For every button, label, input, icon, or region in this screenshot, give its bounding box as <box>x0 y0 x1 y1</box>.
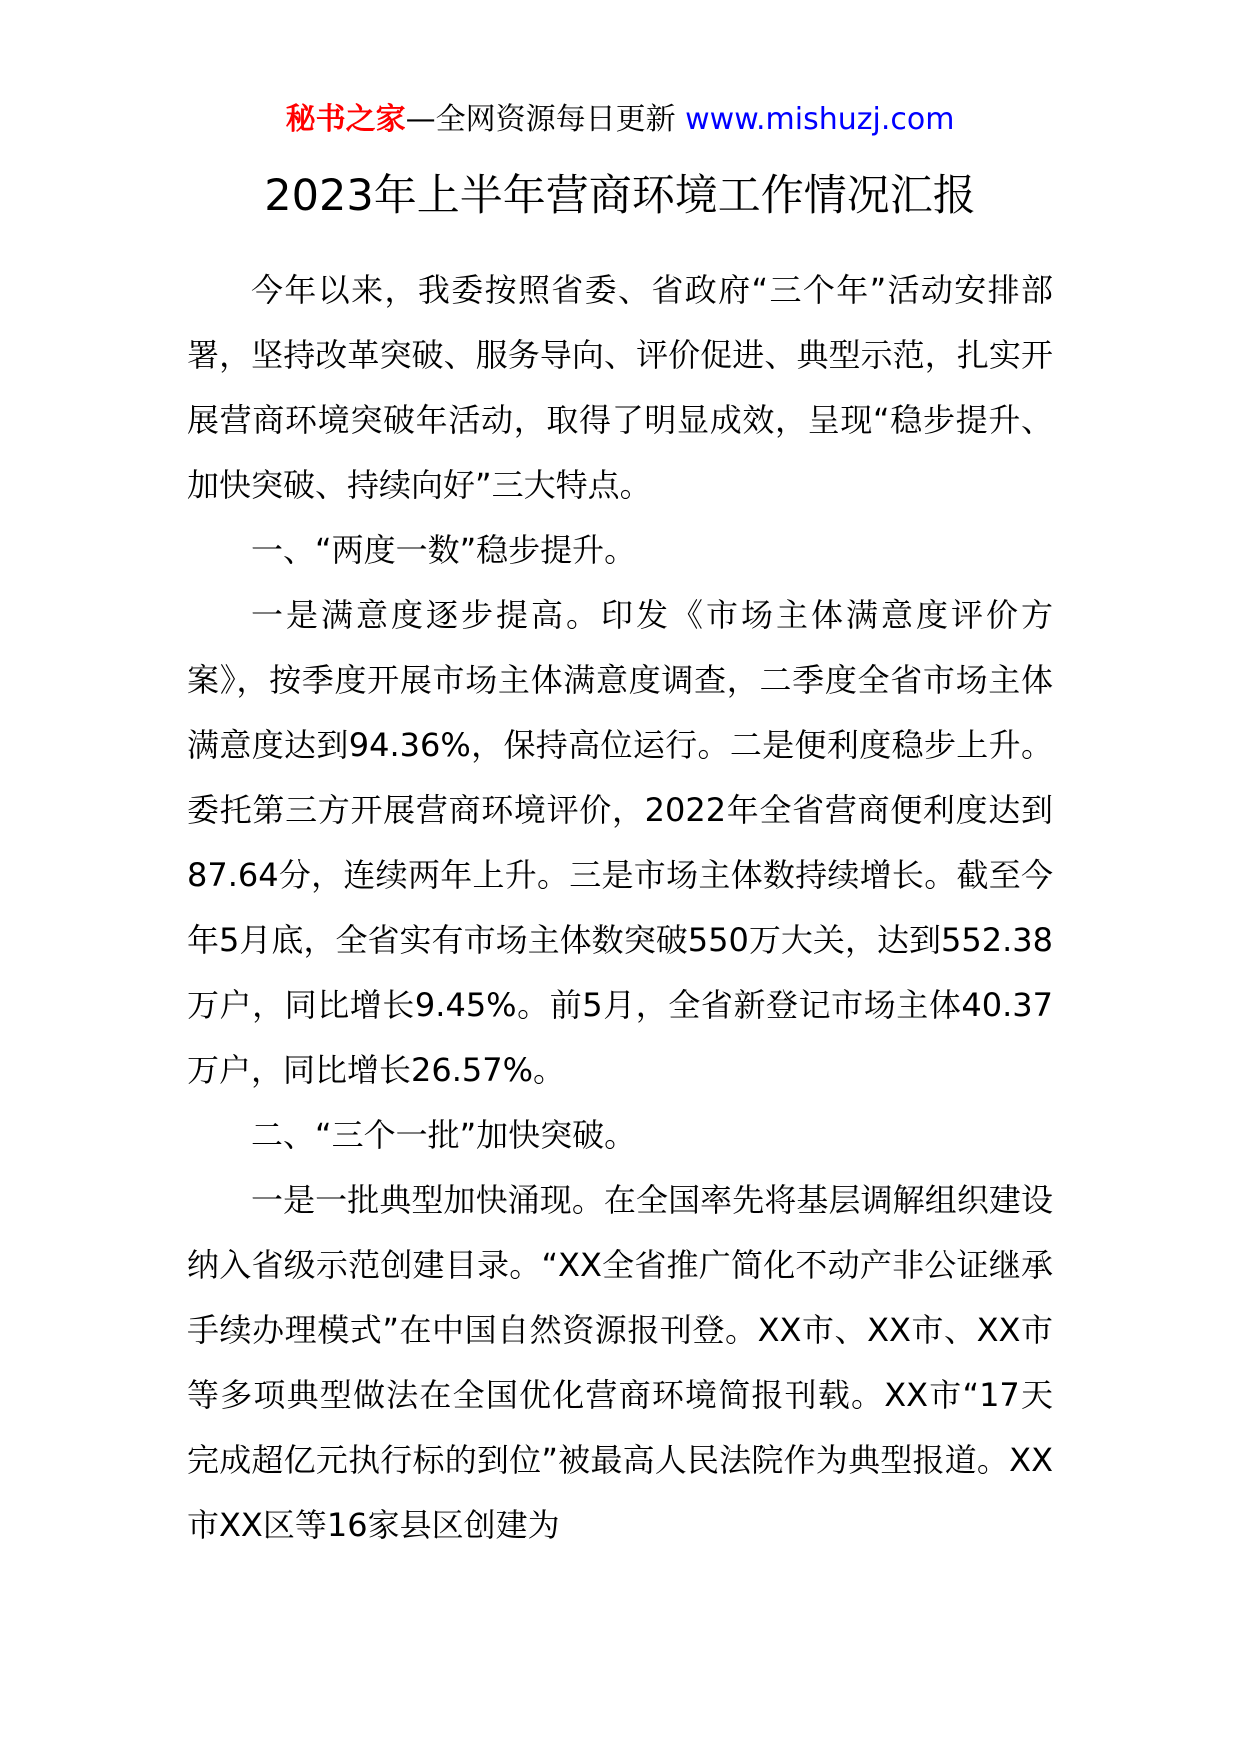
site-url-link[interactable]: www.mishuzj.com <box>685 102 955 137</box>
banner-slogan: —全网资源每日更新 <box>405 102 676 137</box>
section-2-paragraph: 一是一批典型加快涌现。在全国率先将基层调解组织建设纳入省级示范创建目录。“XX全省推广简化不动产非公证继承手续办理模式”在中国自然资源报刊登。XX市、XX市、XX市等多项典型做法在全国优化营商环境简报刊载。XX市“17天完成超亿元执行标的到位”被最高人民法院作为典型报道。XX市XX区等16家县区创建为 <box>187 1181 1053 1544</box>
document-body <box>187 258 1053 1558</box>
site-banner <box>0 100 1240 140</box>
document-title: 2023年上半年营商环境工作情况汇报 <box>264 171 976 221</box>
section-1-paragraph: 一是满意度逐步提高。印发《市场主体满意度评价方案》，按季度开展市场主体满意度调查，二季度全省市场主体满意度达到94.36%，保持高位运行。二是便利度稳步上升。委托第三方开展营商环境评价，2022年全省营商便利度达到87.64分，连续两年上升。三是市场主体数持续增长。截至今年5月底，全省实有市场主体数突破550万大关，达到552.38万户，同比增长9.45%。前5月，全省新登记市场主体40.37万户，同比增长26.57%。 <box>187 596 1053 1089</box>
intro-paragraph: 今年以来，我委按照省委、省政府“三个年”活动安排部署，坚持改革突破、服务导向、评价促进、典型示范，扎实开展营商环境突破年活动，取得了明显成效，呈现“稳步提升、加快突破、持续向好”三大特点。 <box>187 271 1053 504</box>
section-heading-2: 二、“三个一批”加快突破。 <box>251 1116 637 1154</box>
section-heading-1: 一、“两度一数”稳步提升。 <box>251 531 637 569</box>
brand-name: 秘书之家 <box>285 102 406 137</box>
